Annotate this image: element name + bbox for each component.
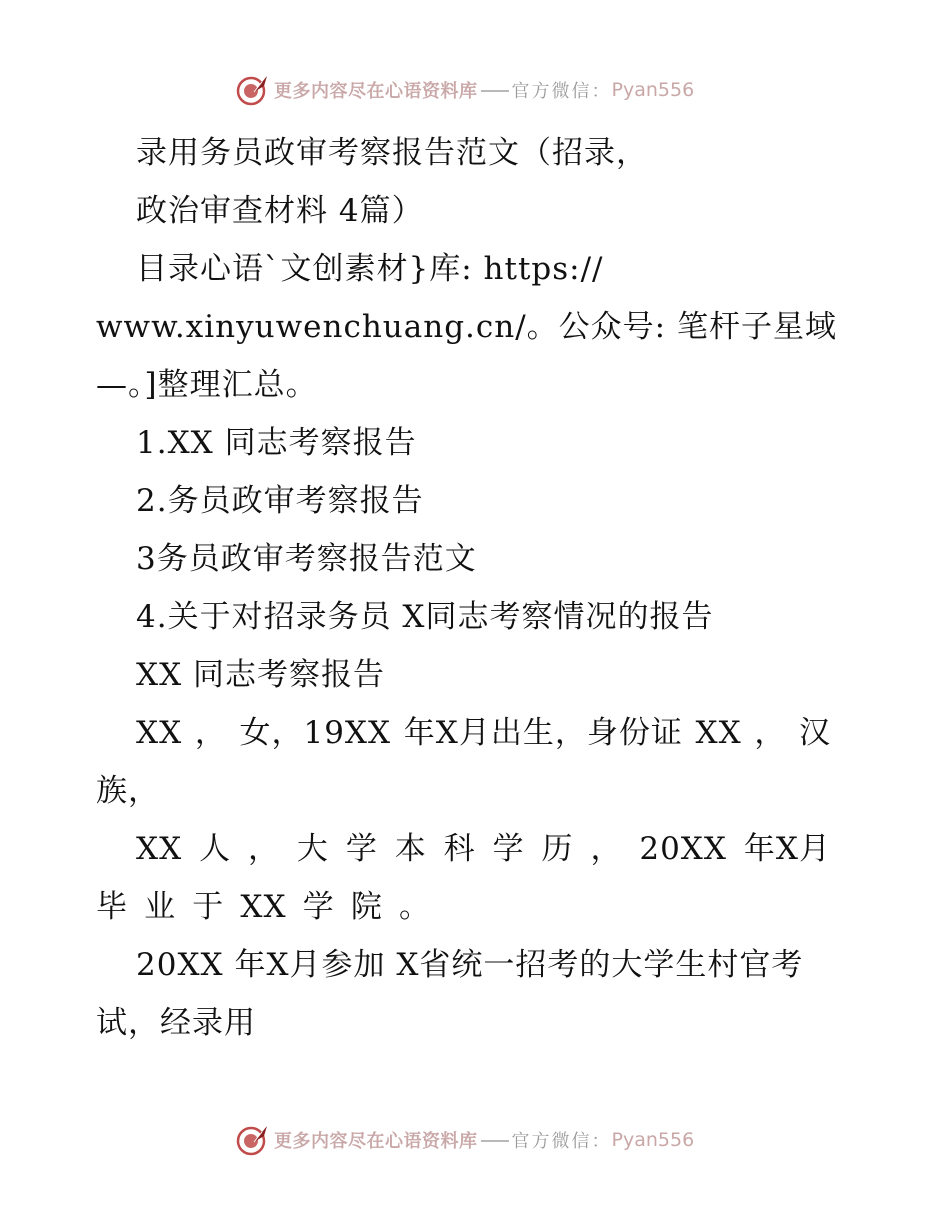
para1-part: 汉: [798, 715, 831, 751]
banner-text: 更多内容尽在心语资料库: [274, 1131, 478, 1152]
toc-item-1: 1.XX 同志考察报告: [136, 425, 417, 461]
banner-wechat-label: 官方微信：: [511, 81, 612, 102]
para2-part: 历: [541, 831, 574, 867]
toc-intro-line-2: www.xinyuwenchuang.cn/。公众号: 笔杆子星域: [96, 309, 837, 345]
para2-part: 科: [443, 831, 476, 867]
banner-divider: [481, 1140, 509, 1142]
para1-line-2: 族，: [96, 773, 160, 809]
doc-title-line-2: 政治审查材料 4篇）: [136, 193, 424, 229]
para3-line-2: 试，经录用: [96, 1005, 256, 1041]
para2-part: 院: [350, 889, 383, 925]
para2-part: 本: [394, 831, 427, 867]
toc-intro-line-3: —。]整理汇总。: [96, 367, 318, 403]
para2-line-2-group: [96, 878, 431, 936]
footer-watermark-banner: [234, 1122, 694, 1158]
banner-wechat-id: Pyan556: [611, 1129, 695, 1151]
banner-wechat-label: 官方微信：: [511, 1131, 612, 1152]
para1-part: XX: [695, 715, 742, 751]
para2-line-2: [96, 878, 836, 936]
para2-part: 人: [199, 831, 232, 867]
para1-part: ，: [194, 715, 227, 751]
doc-title-line-1: 录用务员政审考察报告范文（招录，: [136, 135, 648, 171]
para2-part: 学: [492, 831, 525, 867]
quill-seal-icon: [234, 1122, 270, 1158]
toc-intro-line-1: 目录心语`文创素材}库: https://: [136, 251, 604, 287]
document-body: [96, 124, 836, 1052]
para2-part: 于: [192, 889, 225, 925]
para2-part: 业: [144, 889, 177, 925]
toc-item-4: 4.关于对招录务员 X同志考察情况的报告: [136, 599, 714, 635]
toc-item-3: 3务员政审考察报告范文: [136, 541, 477, 577]
para2-part: 20XX: [639, 831, 727, 867]
para2-part: 学: [345, 831, 378, 867]
para2-line-1: [96, 820, 831, 878]
para1-line-1: [96, 704, 831, 762]
para1-part: 女，19XX: [239, 715, 392, 751]
para1-part: 年X月出生，身份证: [403, 715, 683, 751]
para1-part: ，: [754, 715, 787, 751]
banner-wechat-id: Pyan556: [611, 79, 695, 101]
para2-part: ，: [247, 831, 280, 867]
banner-text: 更多内容尽在心语资料库: [274, 81, 478, 102]
para3-line-1: 20XX 年X月参加 X省统一招考的大学生村官考: [136, 947, 804, 983]
para2-part: XX: [136, 831, 183, 867]
banner-divider: [481, 90, 509, 92]
para2-part: 。: [398, 889, 431, 925]
para2-part: 学: [302, 889, 335, 925]
toc-item-2: 2.务员政审考察报告: [136, 483, 424, 519]
para1-part: XX: [136, 715, 183, 751]
para2-part: 年X月: [743, 831, 831, 867]
header-watermark-banner: [234, 72, 694, 108]
quill-seal-icon: [234, 72, 270, 108]
section-title: XX 同志考察报告: [136, 657, 385, 693]
para2-part: ，: [590, 831, 623, 867]
para2-part: XX: [240, 889, 287, 925]
para2-part: 毕: [96, 889, 128, 925]
para2-part: 大: [296, 831, 329, 867]
